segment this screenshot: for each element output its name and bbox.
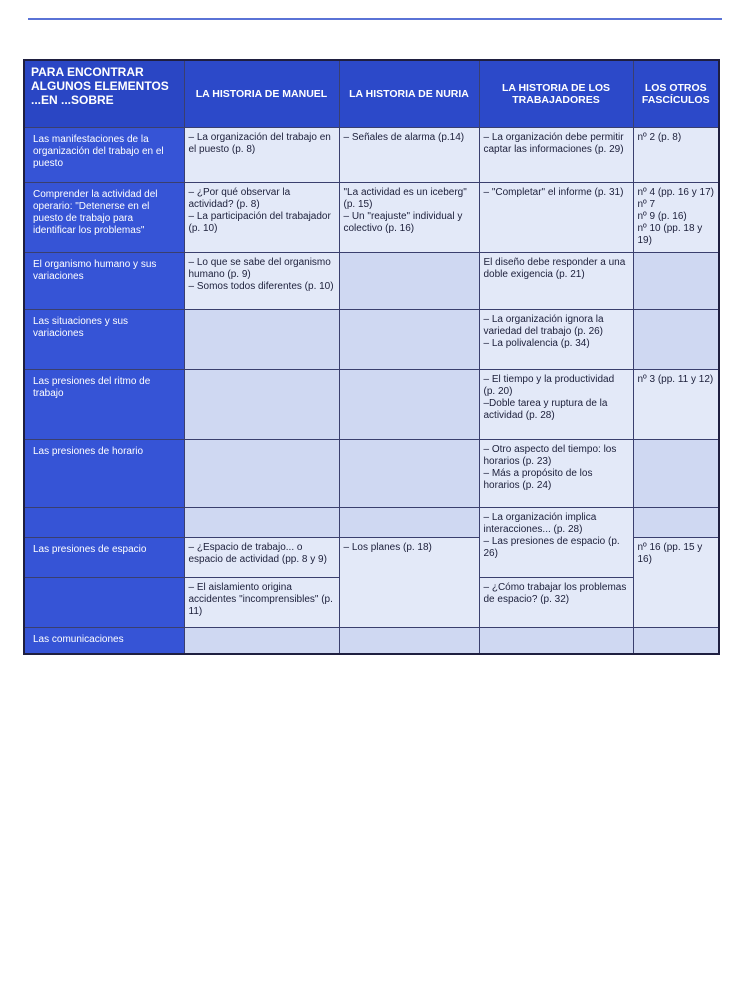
entry: – Señales de alarma (p.14) <box>343 132 465 143</box>
entry: – La organización del trabajo en el puesto (p. 8) <box>188 132 331 155</box>
cell-manuel <box>184 628 339 654</box>
entry: – El tiempo y la productividad (p. 20) <box>483 374 615 397</box>
entry: El diseño debe responder a una doble exigencia (p. 21) <box>483 257 626 280</box>
cell-otros <box>633 628 719 654</box>
cell-manuel <box>184 128 339 183</box>
row-topic: Las manifestaciones de la organización del trabajo en el puesto <box>24 128 184 183</box>
cell-nuria <box>339 538 479 628</box>
cell-nuria <box>339 253 479 310</box>
index-table <box>23 59 720 655</box>
entry: –Doble tarea y ruptura de la actividad (p. 28) <box>483 398 608 421</box>
column-header-nuria: LA HISTORIA DE NURIA <box>339 60 479 128</box>
cell-manuel <box>184 183 339 253</box>
entry: – ¿Cómo trabajar los problemas de espacio? (p. 32) <box>483 582 627 605</box>
cell-otros <box>633 253 719 310</box>
cell-trabajadores <box>479 578 633 628</box>
table-row <box>24 628 719 654</box>
cell-manuel <box>184 253 339 310</box>
entry: – La organización ignora la variedad del trabajo (p. 26) <box>483 314 604 337</box>
column-header-manuel: LA HISTORIA DE MANUEL <box>184 60 339 128</box>
table-row <box>24 183 719 253</box>
top-rule <box>28 18 722 20</box>
entry: nº 7 <box>637 199 656 210</box>
row-topic: Las presiones del ritmo de trabajo <box>24 370 184 440</box>
entry: – ¿Por qué observar la actividad? (p. 8) <box>188 187 291 210</box>
cell-trabajadores <box>479 128 633 183</box>
cell-manuel <box>184 440 339 508</box>
entry: – ¿Espacio de trabajo... o espacio de actividad (pp. 8 y 9) <box>188 542 327 565</box>
cell-manuel <box>184 578 339 628</box>
entry: – La organización debe permitir captar las informaciones (p. 29) <box>483 132 624 155</box>
cell-otros <box>633 508 719 538</box>
cell-otros <box>633 183 719 253</box>
cell-trabajadores <box>479 253 633 310</box>
row-topic: Las comunicaciones <box>24 628 184 654</box>
corner-header: PARA ENCONTRAR ALGUNOS ELEMENTOS ...EN ...SOBRE <box>24 60 184 128</box>
cell-manuel <box>184 310 339 370</box>
entry: – Somos todos diferentes (p. 10) <box>188 281 334 292</box>
entry: – La organización implica interacciones... (p. 28) <box>483 512 597 535</box>
cell-otros <box>633 370 719 440</box>
cell-nuria <box>339 370 479 440</box>
entry: nº 16 (pp. 15 y 16) <box>637 542 703 565</box>
entry: – Un "reajuste" individual y colectivo (p. 16) <box>343 211 463 234</box>
column-header-otros: LOS OTROS FASCÍCULOS <box>633 60 719 128</box>
cell-otros <box>633 310 719 370</box>
header-row <box>24 60 719 128</box>
entry: – "Completar" el informe (p. 31) <box>483 187 624 198</box>
table-row <box>24 253 719 310</box>
table-row <box>24 370 719 440</box>
cell-otros <box>633 128 719 183</box>
table-row <box>24 310 719 370</box>
entry: – Las presiones de espacio (p. 26) <box>483 536 620 559</box>
cell-trabajadores <box>479 508 633 578</box>
cell-trabajadores <box>479 440 633 508</box>
entry: nº 3 (pp. 11 y 12) <box>637 374 714 385</box>
entry: nº 9 (p. 16) <box>637 211 687 222</box>
cell-manuel <box>184 538 339 578</box>
entry: nº 2 (p. 8) <box>637 132 682 143</box>
entry: nº 4 (pp. 16 y 17) <box>637 187 714 198</box>
row-topic: El organismo humano y sus variaciones <box>24 253 184 310</box>
cell-nuria <box>339 440 479 508</box>
entry: – Los planes (p. 18) <box>343 542 432 553</box>
cell-trabajadores <box>479 183 633 253</box>
cell-nuria <box>339 628 479 654</box>
cell-trabajadores <box>479 628 633 654</box>
cell-nuria <box>339 310 479 370</box>
entry: – Más a propósito de los horarios (p. 24) <box>483 468 593 491</box>
table-row <box>24 440 719 508</box>
table-row <box>24 508 719 538</box>
entry: – Otro aspecto del tiempo: los horarios (p. 23) <box>483 444 617 467</box>
entry: – La participación del trabajador (p. 10) <box>188 211 331 234</box>
cell-nuria <box>339 508 479 538</box>
cell-trabajadores <box>479 310 633 370</box>
cell-trabajadores <box>479 370 633 440</box>
entry: nº 10 (pp. 18 y 19) <box>637 223 703 246</box>
row-topic <box>24 508 184 538</box>
row-topic: Las presiones de horario <box>24 440 184 508</box>
cell-otros <box>633 440 719 508</box>
row-topic: Las presiones de espacio <box>24 538 184 578</box>
cell-nuria <box>339 128 479 183</box>
cell-nuria <box>339 183 479 253</box>
cell-manuel <box>184 370 339 440</box>
cell-manuel <box>184 508 339 538</box>
row-topic <box>24 578 184 628</box>
entry: – El aislamiento origina accidentes "incomprensibles" (p. 11) <box>188 582 333 617</box>
cell-otros <box>633 538 719 628</box>
entry: – La polivalencia (p. 34) <box>483 338 590 349</box>
entry: – Lo que se sabe del organismo humano (p. 9) <box>188 257 331 280</box>
row-topic: Las situaciones y sus variaciones <box>24 310 184 370</box>
row-topic: Comprender la actividad del operario: "Detenerse en el puesto de trabajo para identificar los problemas" <box>24 183 184 253</box>
column-header-trabajadores: LA HISTORIA DE LOS TRABAJADORES <box>479 60 633 128</box>
table-row <box>24 128 719 183</box>
entry: "La actividad es un iceberg" (p. 15) <box>343 187 467 210</box>
